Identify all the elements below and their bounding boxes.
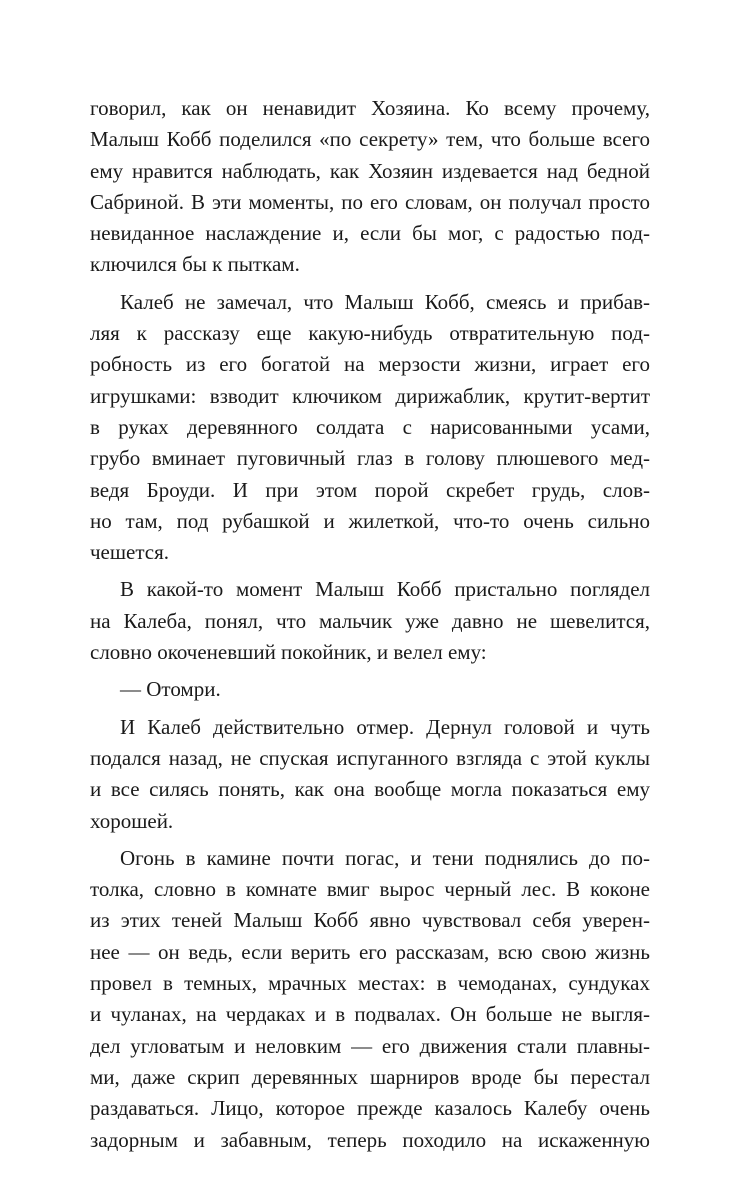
- text-line: но там, под рубашкой и жилеткой, что-то очень сильно: [90, 508, 650, 533]
- text-line: провел в темных, мрачных местах: в чемоданах, сундуках: [90, 971, 650, 996]
- text-line: задорным и забавным, теперь походило на искаженную: [90, 1127, 650, 1152]
- text-line: раздаваться. Лицо, которое прежде казалось Калебу очень: [90, 1096, 650, 1121]
- text-line: игрушками: взводит ключиком дирижаблик, крутит-вертит: [90, 383, 650, 408]
- paragraph: [90, 843, 650, 1156]
- text-line: словно окоченевший покойник, и велел ему:: [90, 640, 487, 665]
- text-line: — Отомри.: [120, 677, 221, 702]
- paragraph: [90, 287, 650, 569]
- text-line: ведя Броуди. И при этом порой скребет грудь, слов-: [90, 477, 650, 502]
- text-line: Малыш Кобб поделился «по секрету» тем, что больше всего: [90, 127, 650, 152]
- text-line: ключился бы к пыткам.: [90, 252, 300, 277]
- text-line: толка, словно в комнате вмиг вырос черный лес. В коконе: [90, 877, 650, 902]
- text-line: хорошей.: [90, 808, 174, 833]
- text-line: Калеб не замечал, что Малыш Кобб, смеясь и прибав-: [120, 289, 650, 314]
- text-line: ляя к рассказу еще какую-нибудь отвратительную под-: [90, 321, 650, 346]
- paragraph: [90, 712, 650, 837]
- text-line: робность из его богатой на мерзости жизни, играет его: [90, 352, 650, 377]
- text-line: и чуланах, на чердаках и в подвалах. Он больше не выгля-: [90, 1002, 650, 1027]
- text-line: на Калеба, понял, что мальчик уже давно не шевелится,: [90, 608, 650, 633]
- paragraph: [90, 574, 650, 668]
- text-line: Сабриной. В эти моменты, по его словам, он получал просто: [90, 189, 650, 214]
- text-line: В какой-то момент Малыш Кобб пристально поглядел: [120, 577, 650, 602]
- text-line: Огонь в камине почти погас, и тени поднялись до по-: [120, 845, 650, 870]
- text-line: чешется.: [90, 540, 170, 565]
- paragraph: [90, 93, 650, 281]
- text-line: подался назад, не спуская испуганного взгляда с этой куклы: [90, 745, 650, 770]
- text-line: И Калеб действительно отмер. Дернул головой и чуть: [120, 714, 650, 739]
- text-line: в руках деревянного солдата с нарисованными усами,: [90, 414, 650, 439]
- text-line: из этих теней Малыш Кобб явно чувствовал себя уверен-: [90, 908, 650, 933]
- text-line: и все силясь понять, как она вообще могла показаться ему: [90, 777, 650, 802]
- text-line: дел угловатым и неловким — его движения стали плавны-: [90, 1033, 650, 1058]
- text-line: нее — он ведь, если верить его рассказам, всю свою жизнь: [90, 939, 650, 964]
- text-line: ми, даже скрип деревянных шарниров вроде бы перестал: [90, 1064, 650, 1089]
- paragraph: [90, 674, 650, 705]
- text-line: грубо вминает пуговичный глаз в голову плюшевого мед-: [90, 446, 650, 471]
- text-line: говорил, как он ненавидит Хозяина. Ко всему прочему,: [90, 96, 650, 120]
- text-line: невиданное наслаждение и, если бы мог, с радостью под-: [90, 221, 650, 246]
- text-line: ему нравится наблюдать, как Хозяин издевается над бедной: [90, 158, 650, 183]
- page-text: [90, 93, 650, 1156]
